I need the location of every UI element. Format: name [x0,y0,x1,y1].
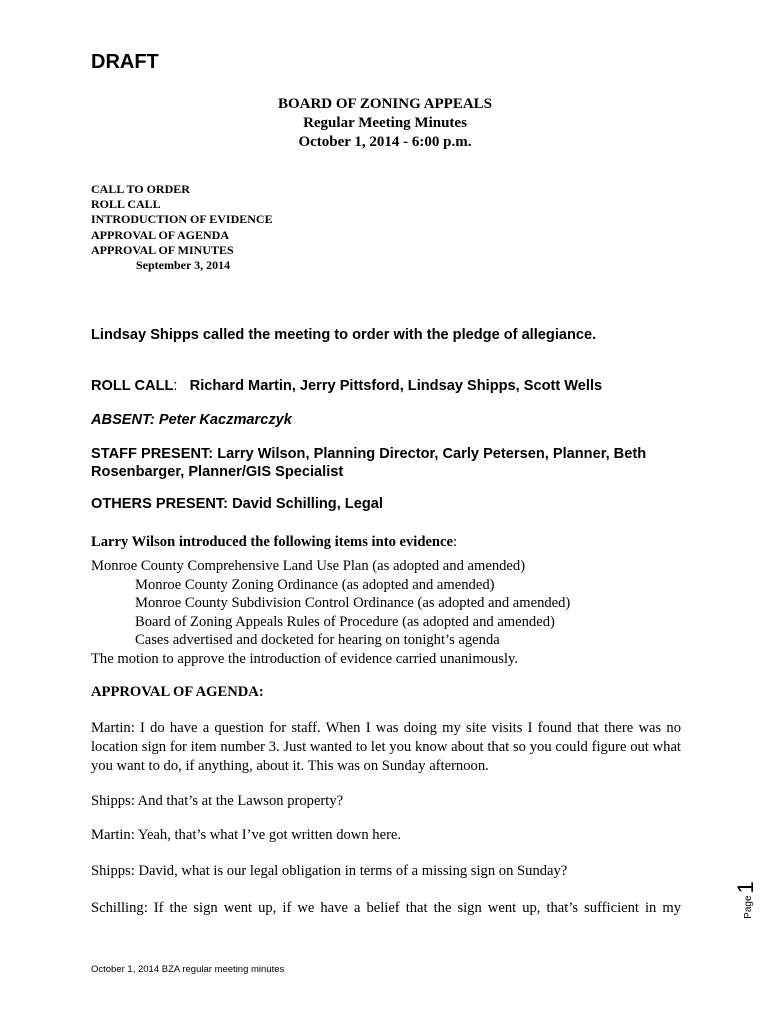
evidence-item: Monroe County Subdivision Control Ordinance (as adopted and amended) [135,595,571,611]
roll-call [91,378,602,394]
document-header [0,95,770,152]
roll-call-names: Richard Martin, Jerry Pittsford, Lindsay Shipps, Scott Wells [189,378,603,394]
page-number-marker [717,875,757,925]
evidence-item: Monroe County Comprehensive Land Use Plan (as adopted and amended) [91,558,526,574]
draft-label: DRAFT [91,51,159,73]
agenda-minutes-date: September 3, 2014 [136,258,231,273]
approval-of-agenda-heading: APPROVAL OF AGENDA: [91,684,264,700]
page-footer: October 1, 2014 BZA regular meeting minutes [91,964,285,975]
evidence-item: Board of Zoning Appeals Rules of Procedure (as adopted and amended) [135,613,555,630]
header-subtitle: Regular Meeting Minutes [303,115,467,131]
header-date: October 1, 2014 - 6:00 p.m. [298,134,472,150]
evidence-intro-text: Larry Wilson introduced the following items into evidence [91,534,454,550]
page-label: Page [743,895,754,919]
page-number: 1 [733,881,758,894]
dialogue-shipps-2: Shipps: David, what is our legal obligation in terms of a missing sign on Sunday? [91,863,568,879]
absent-text: ABSENT: Peter Kaczmarczyk [91,412,292,428]
evidence-intro [91,533,457,552]
agenda-item: INTRODUCTION OF EVIDENCE [91,212,273,227]
agenda-item: APPROVAL OF AGENDA [91,227,230,242]
call-to-order-text: Lindsay Shipps called the meeting to order with the pledge of allegiance. [91,327,597,343]
dialogue-schilling: Schilling: If the sign went up, if we have a belief that the sign went up, that’s sufficient in my [91,900,681,916]
roll-call-colon: : [173,378,178,394]
dialogue-martin-2: Martin: Yeah, that’s what I’ve got written down here. [91,827,402,843]
evidence-item: Monroe County Zoning Ordinance (as adopted and amended) [135,576,495,593]
evidence-list [91,557,570,668]
agenda-item: APPROVAL OF MINUTES [91,242,234,257]
dialogue-shipps-1: Shipps: And that’s at the Lawson property? [91,793,344,809]
evidence-intro-colon: : [453,534,458,550]
evidence-item: Cases advertised and docketed for hearing on tonight’s agenda [135,632,500,648]
dialogue-martin-1: Martin: I do have a question for staff. When I was doing my site visits I found that there was no location sign for item number 3. Just wanted to let you know about that so you could figure out what you want to do, if anything, about it. This was on Sunday afternoon. [91,720,681,774]
others-present-text: OTHERS PRESENT: David Schilling, Legal [91,496,383,512]
roll-call-label: ROLL CALL [91,378,174,394]
agenda-list [91,182,273,273]
header-title: BOARD OF ZONING APPEALS [277,96,493,112]
agenda-item: CALL TO ORDER [91,182,190,196]
agenda-item: ROLL CALL [91,197,161,212]
staff-present-text: STAFF PRESENT: Larry Wilson, Planning Director, Carly Petersen, Planner, Beth Rosenbarger, Planner/GIS Specialist [91,446,647,480]
evidence-motion: The motion to approve the introduction of evidence carried unanimously. [91,650,519,667]
